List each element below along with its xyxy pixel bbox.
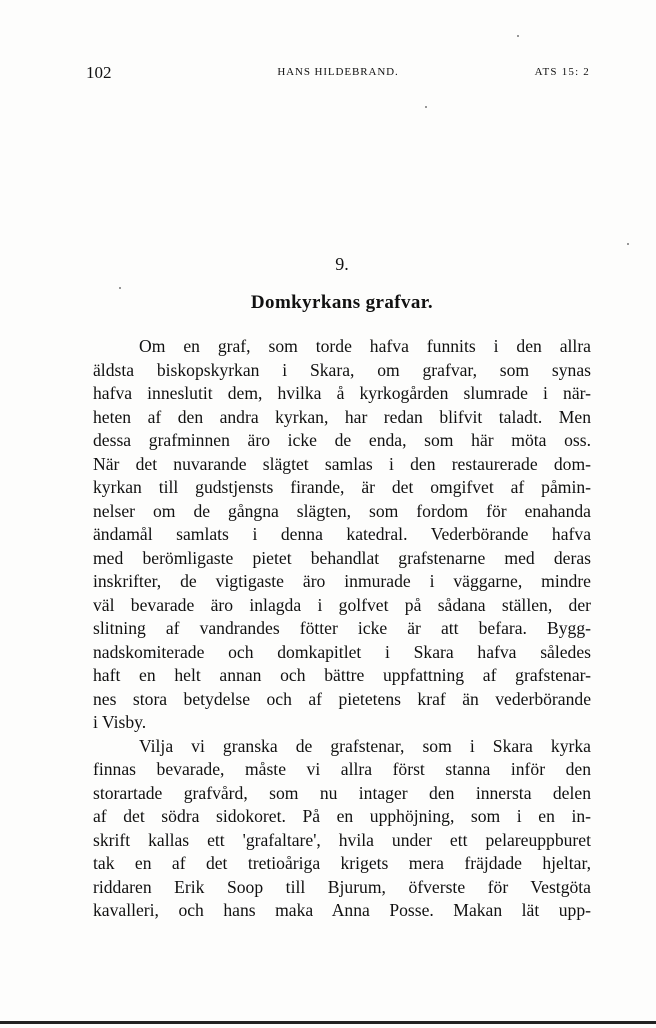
text-line: af det södra sidokoret. På en upphöjning, som i en in- (93, 806, 591, 826)
section-title: Domkyrkans grafvar. (250, 292, 434, 313)
text-line: med berömligaste pietet behandlat grafstenarne med deras (93, 547, 591, 568)
text-line: haft en helt annan och bättre uppfattning af grafstenar- (93, 665, 591, 685)
text-line: nes stora betydelse och af pietetens kraf än vederbörande (93, 688, 591, 709)
text-line: När det nuvarande slägtet samlas i den restaurerade dom- (93, 453, 591, 474)
scan-speck (517, 35, 519, 37)
text-line: slitning af vandrandes fötter icke är att befara. Bygg- (93, 618, 591, 638)
text-line: i Visby. (93, 712, 147, 732)
text-line: äldsta biskopskyrkan i Skara, om grafvar, som synas (93, 359, 591, 380)
section-number: 9. (335, 254, 349, 274)
text-line: Om en graf, som torde hafva funnits i den allra (139, 336, 591, 356)
text-line: dessa grafminnen äro icke de enda, som här möta oss. (93, 430, 591, 450)
text-line: väl bevarade äro inlagda i golfvet på sådana ställen, der (93, 594, 591, 615)
text-line: nelser om de gångna slägten, som fordom för enahanda (93, 500, 591, 521)
scan-speck (627, 243, 629, 245)
text-line: ändamål samlats i denna katedral. Vederbörande hafva (93, 524, 591, 544)
body-text (93, 335, 591, 923)
scan-speck (119, 287, 121, 289)
running-header (86, 63, 590, 83)
text-line: nadskomiterade och domkapitlet i Skara hafva således (93, 641, 591, 662)
text-line: skrift kallas ett 'grafaltare', hvila under ett pelareuppburet (93, 829, 591, 850)
running-title: HANS HILDEBRAND. (277, 66, 399, 78)
scan-speck (425, 106, 427, 108)
text-line: kyrkan till gudstjensts firande, är det omgifvet af påmin- (93, 477, 591, 497)
series-reference: ATS 15: 2 (534, 66, 590, 78)
text-line: finnas bevarade, måste vi allra först stanna inför den (93, 759, 591, 779)
text-line: Vilja vi granska de grafstenar, som i Skara kyrka (139, 735, 591, 756)
text-line: hafva inneslutit dem, hvilka å kyrkogården slumrade i när- (93, 383, 591, 403)
text-line: storartade grafvård, som nu intager den innersta delen (93, 782, 591, 803)
text-line: riddaren Erik Soop till Bjurum, öfverste för Vestgöta (93, 876, 591, 897)
text-line: heten af den andra kyrkan, har redan blifvit taladt. Men (93, 406, 591, 427)
text-line: inskrifter, de vigtigaste äro inmurade i väggarne, mindre (93, 571, 591, 591)
text-line: kavalleri, och hans maka Anna Posse. Makan lät upp- (93, 900, 591, 920)
page-number: 102 (86, 63, 112, 82)
scan-edge-rule (0, 1021, 656, 1024)
text-line: tak en af det tretioåriga krigets mera fräjdade hjeltar, (93, 853, 591, 873)
